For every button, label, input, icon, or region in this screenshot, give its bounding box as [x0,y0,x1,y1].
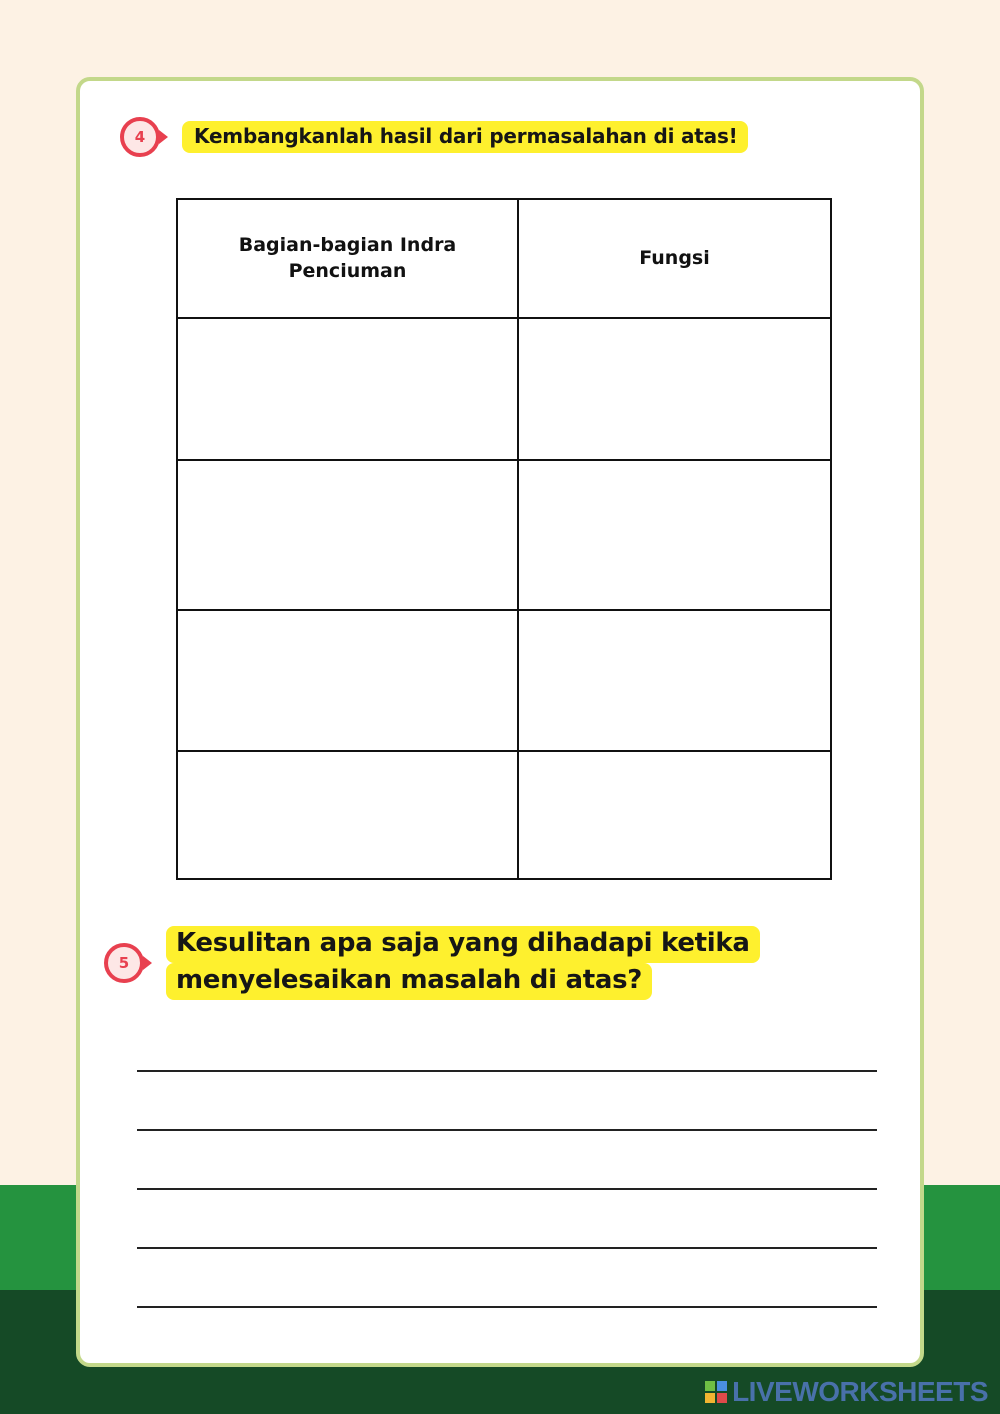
worksheet-card [76,77,924,1367]
answer-cell[interactable] [177,610,518,751]
question-5 [104,926,760,1000]
answer-line[interactable] [137,1188,877,1190]
answer-line[interactable] [137,1306,877,1308]
liveworksheets-logo-icon [705,1381,727,1403]
question-text-line: Kesulitan apa saja yang dihadapi ketika [166,926,760,963]
answer-line[interactable] [137,1070,877,1072]
question-text: Kembangkanlah hasil dari permasalahan di atas! [182,121,748,153]
table-row [177,460,831,610]
answer-cell[interactable] [518,318,831,460]
table-header-cell: Fungsi [518,199,831,318]
question-number-badge [120,117,160,157]
table-header-cell: Bagian-bagian Indra Penciuman [177,199,518,318]
question-text [166,926,760,1000]
question-4 [120,117,748,157]
table-row [177,318,831,460]
question-number: 4 [134,128,146,146]
table-row [177,751,831,879]
question-number: 5 [118,954,130,972]
liveworksheets-watermark [705,1376,988,1408]
answer-cell[interactable] [518,610,831,751]
answer-cell[interactable] [518,751,831,879]
answer-table [176,198,832,880]
answer-cell[interactable] [177,751,518,879]
watermark-text: LIVEWORKSHEETS [732,1376,988,1407]
question-text-line: menyelesaikan masalah di atas? [166,963,652,1000]
answer-line[interactable] [137,1247,877,1249]
answer-cell[interactable] [177,318,518,460]
answer-line[interactable] [137,1129,877,1131]
answer-cell[interactable] [177,460,518,610]
table-row [177,610,831,751]
table-header-row [177,199,831,318]
question-number-badge [104,943,144,983]
answer-cell[interactable] [518,460,831,610]
